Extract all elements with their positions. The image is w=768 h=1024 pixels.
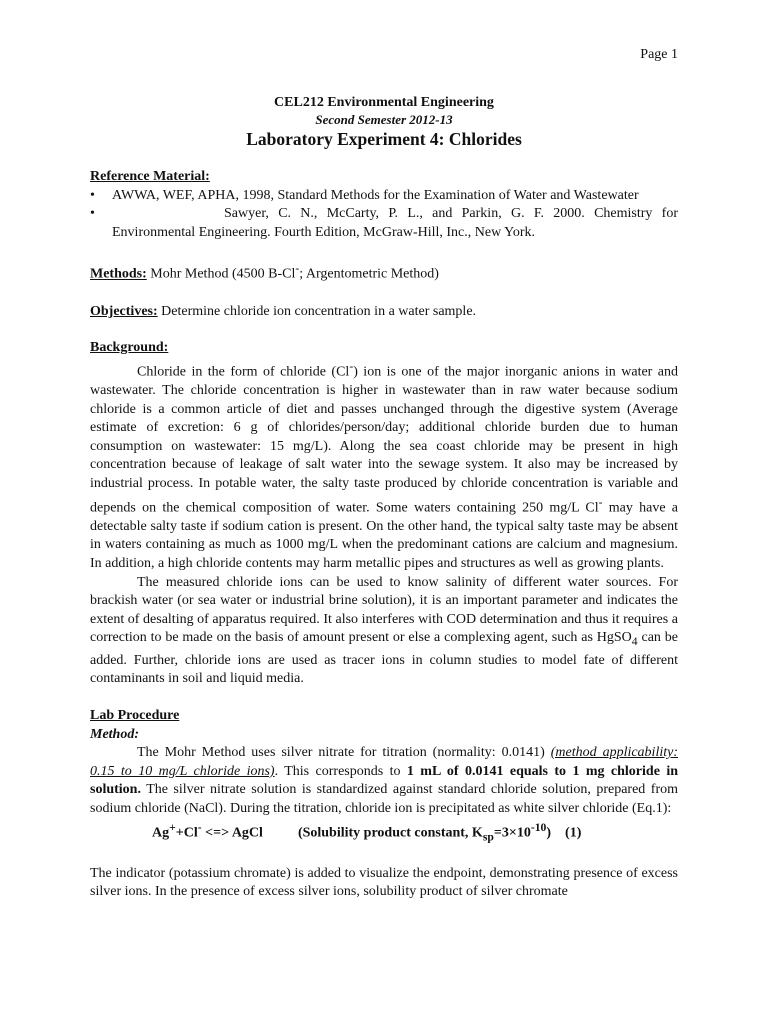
methods-line: Methods: Mohr Method (4500 B-Cl-; Argentometric Method) bbox=[90, 262, 439, 283]
page-number: Page 1 bbox=[640, 47, 678, 62]
indicator-paragraph: The indicator (potassium chromate) is added to visualize the endpoint, demonstrating presence of excess silver ions. In the presence of excess silver ions, solubility product of silver chromate bbox=[90, 865, 678, 900]
background-paragraph-1: Chloride in the form of chloride (Cl-) ion is one of the major inorganic anions in water and wastewater. The chloride concentration is higher in wastewater than in raw water because sodium chloride is a common article of diet and passes unchanged through the digestive system (Average estimate of excretion: 6 g of chlorides/person/day; additional chloride burden due to human consumption on wastewater: 15 mg/L). Along the sea coast chloride may be present in high concentration because of leakage of salt water into the sewage system. It also may be increased by industrial process. In potable water, the salty taste produced by chloride concentration is variable and depends on the chemical composition of water. Some waters containing 250 mg/L Cl- may have a detectable salty taste if sodium cation is present. On the other hand, the typical salty taste may be absent in waters containing as much as 1000 mg/L when the predominant cations are calcium and magnesium. In addition, a high chloride contents may harm metallic pipes and structures as well as growing plants. bbox=[90, 359, 679, 572]
objectives-line: Objectives: Determine chloride ion concentration in a water sample. bbox=[90, 303, 477, 319]
background-paragraph-2: The measured chloride ions can be used to know salinity of different water sources. For brackish water (or sea water or industrial brine solution), it is an important parameter and indicates the extent of desalting of apparatus required. It also interferes with COD determination and thus it requires a correction to be made on the basis of amount present or else a complexing agent, such as HgSO$_4$ can be added. Further, chloride ions are used as tracer ions in column studies to model fate of different contaminants in soil and liquid media. bbox=[90, 574, 678, 687]
equation-1: Ag++Cl- <=> AgCl (Solubility product constant, $K_{sp}=3\times 10^{-10}$) (1) bbox=[152, 820, 582, 844]
bullet-icon: • bbox=[90, 206, 95, 222]
reference-item: • AWWA, WEF, APHA, 1998, Standard Methods for the Examination of Water and Wastewater bbox=[90, 187, 678, 206]
method-subheading: Method: bbox=[90, 726, 139, 742]
procedure-heading: Lab Procedure bbox=[90, 708, 180, 724]
document-body bbox=[90, 94, 678, 902]
course-title: CEL212 Environmental Engineering bbox=[274, 95, 494, 110]
bullet-icon: • bbox=[90, 187, 95, 203]
reference-item: • Sawyer, C. N., McCarty, P. L., and Parkin, G. F. 2000. Chemistry for Environmental Engineering. Fourth Edition, McGraw-Hill, Inc., New York. bbox=[90, 206, 678, 240]
method-paragraph: The Mohr Method uses silver nitrate for titration (normality: 0.0141) (method applicability: 0.15 to 10 mg/L chloride ions). This corresponds to 1 mL of 0.0141 equals to 1 mg chloride in solution. The silver nitrate solution is standardized against standard chloride solution, prepared from sodium chloride (NaCl). During the titration, chloride ion is precipitated as white silver chloride (Eq.1): bbox=[90, 745, 678, 816]
experiment-title: Laboratory Experiment 4: Chlorides bbox=[246, 129, 522, 149]
semester-label: Second Semester 2012-13 bbox=[315, 112, 453, 127]
background-heading: Background: bbox=[90, 340, 169, 356]
reference-heading: Reference Material: bbox=[90, 169, 210, 184]
reference-list bbox=[90, 187, 678, 243]
